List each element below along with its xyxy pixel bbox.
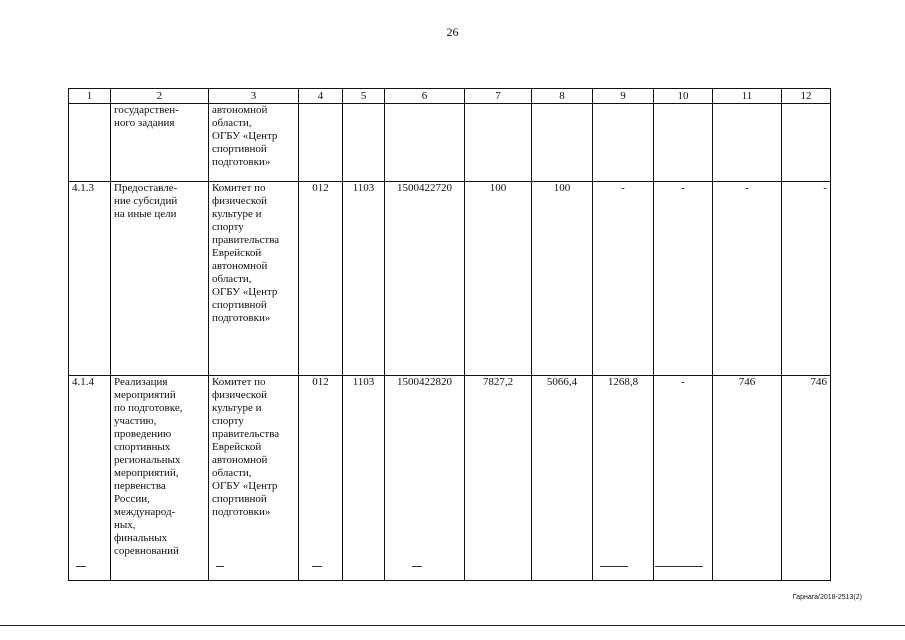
amount-col9: 1268,8	[593, 376, 654, 581]
activity-name: Предоставле- ние субсидий на иные цели	[111, 182, 209, 376]
header-cell: 1	[69, 89, 111, 104]
header-cell: 6	[385, 89, 465, 104]
amount-total	[465, 104, 532, 182]
amount-col11: -	[713, 182, 782, 376]
code-grbs	[299, 104, 343, 182]
amount-col8: 5066,4	[532, 376, 593, 581]
amount-col11	[713, 104, 782, 182]
header-cell: 11	[713, 89, 782, 104]
activity-name: Реализация мероприятий по подготовке, участию, проведению спортивных региональных мероприятий, первенства России, международ- ных, финальных соревнований	[111, 376, 209, 581]
code-section: 1103	[343, 376, 385, 581]
activity-name: государствен- ного задания	[111, 104, 209, 182]
amount-total: 7827,2	[465, 376, 532, 581]
row-number	[69, 104, 111, 182]
header-cell: 2	[111, 89, 209, 104]
amount-total: 100	[465, 182, 532, 376]
amount-col11: 746	[713, 376, 782, 581]
scan-mark	[655, 566, 703, 567]
header-cell: 12	[782, 89, 831, 104]
header-cell: 3	[209, 89, 299, 104]
code-section: 1103	[343, 182, 385, 376]
table-row	[69, 104, 831, 182]
amount-col10: -	[654, 376, 713, 581]
code-section	[343, 104, 385, 182]
scan-mark	[600, 566, 628, 567]
executor: автономной области, ОГБУ «Центр спортивной подготовки»	[209, 104, 299, 182]
amount-col10	[654, 104, 713, 182]
header-cell: 7	[465, 89, 532, 104]
scan-mark	[312, 566, 322, 567]
header-cell: 9	[593, 89, 654, 104]
header-cell: 10	[654, 89, 713, 104]
scan-mark	[412, 566, 422, 567]
amount-col8: 100	[532, 182, 593, 376]
row-number: 4.1.4	[69, 376, 111, 581]
header-cell: 4	[299, 89, 343, 104]
header-cell: 8	[532, 89, 593, 104]
bottom-rule	[0, 625, 905, 626]
header-row	[69, 89, 831, 104]
code-target: 1500422820	[385, 376, 465, 581]
header-cell: 5	[343, 89, 385, 104]
amount-col10: -	[654, 182, 713, 376]
code-target	[385, 104, 465, 182]
page-number: 26	[446, 25, 459, 39]
executor: Комитет по физической культуре и спорту правительства Еврейской автономной области, ОГБУ «Центр спортивной подготовки»	[209, 376, 299, 581]
amount-col12: -	[782, 182, 831, 376]
amount-col12	[782, 104, 831, 182]
amount-col8	[532, 104, 593, 182]
amount-col9	[593, 104, 654, 182]
budget-table	[68, 88, 831, 581]
amount-col9: -	[593, 182, 654, 376]
document-code: Гарнага/2018-2513(2)	[792, 594, 862, 601]
amount-col12: 746	[782, 376, 831, 581]
executor: Комитет по физической культуре и спорту правительства Еврейской автономной области, ОГБУ «Центр спортивной подготовки»	[209, 182, 299, 376]
table-row	[69, 376, 831, 581]
scan-mark	[216, 566, 224, 567]
code-grbs: 012	[299, 376, 343, 581]
scan-mark	[76, 566, 86, 567]
table-row	[69, 182, 831, 376]
code-grbs: 012	[299, 182, 343, 376]
code-target: 1500422720	[385, 182, 465, 376]
row-number: 4.1.3	[69, 182, 111, 376]
